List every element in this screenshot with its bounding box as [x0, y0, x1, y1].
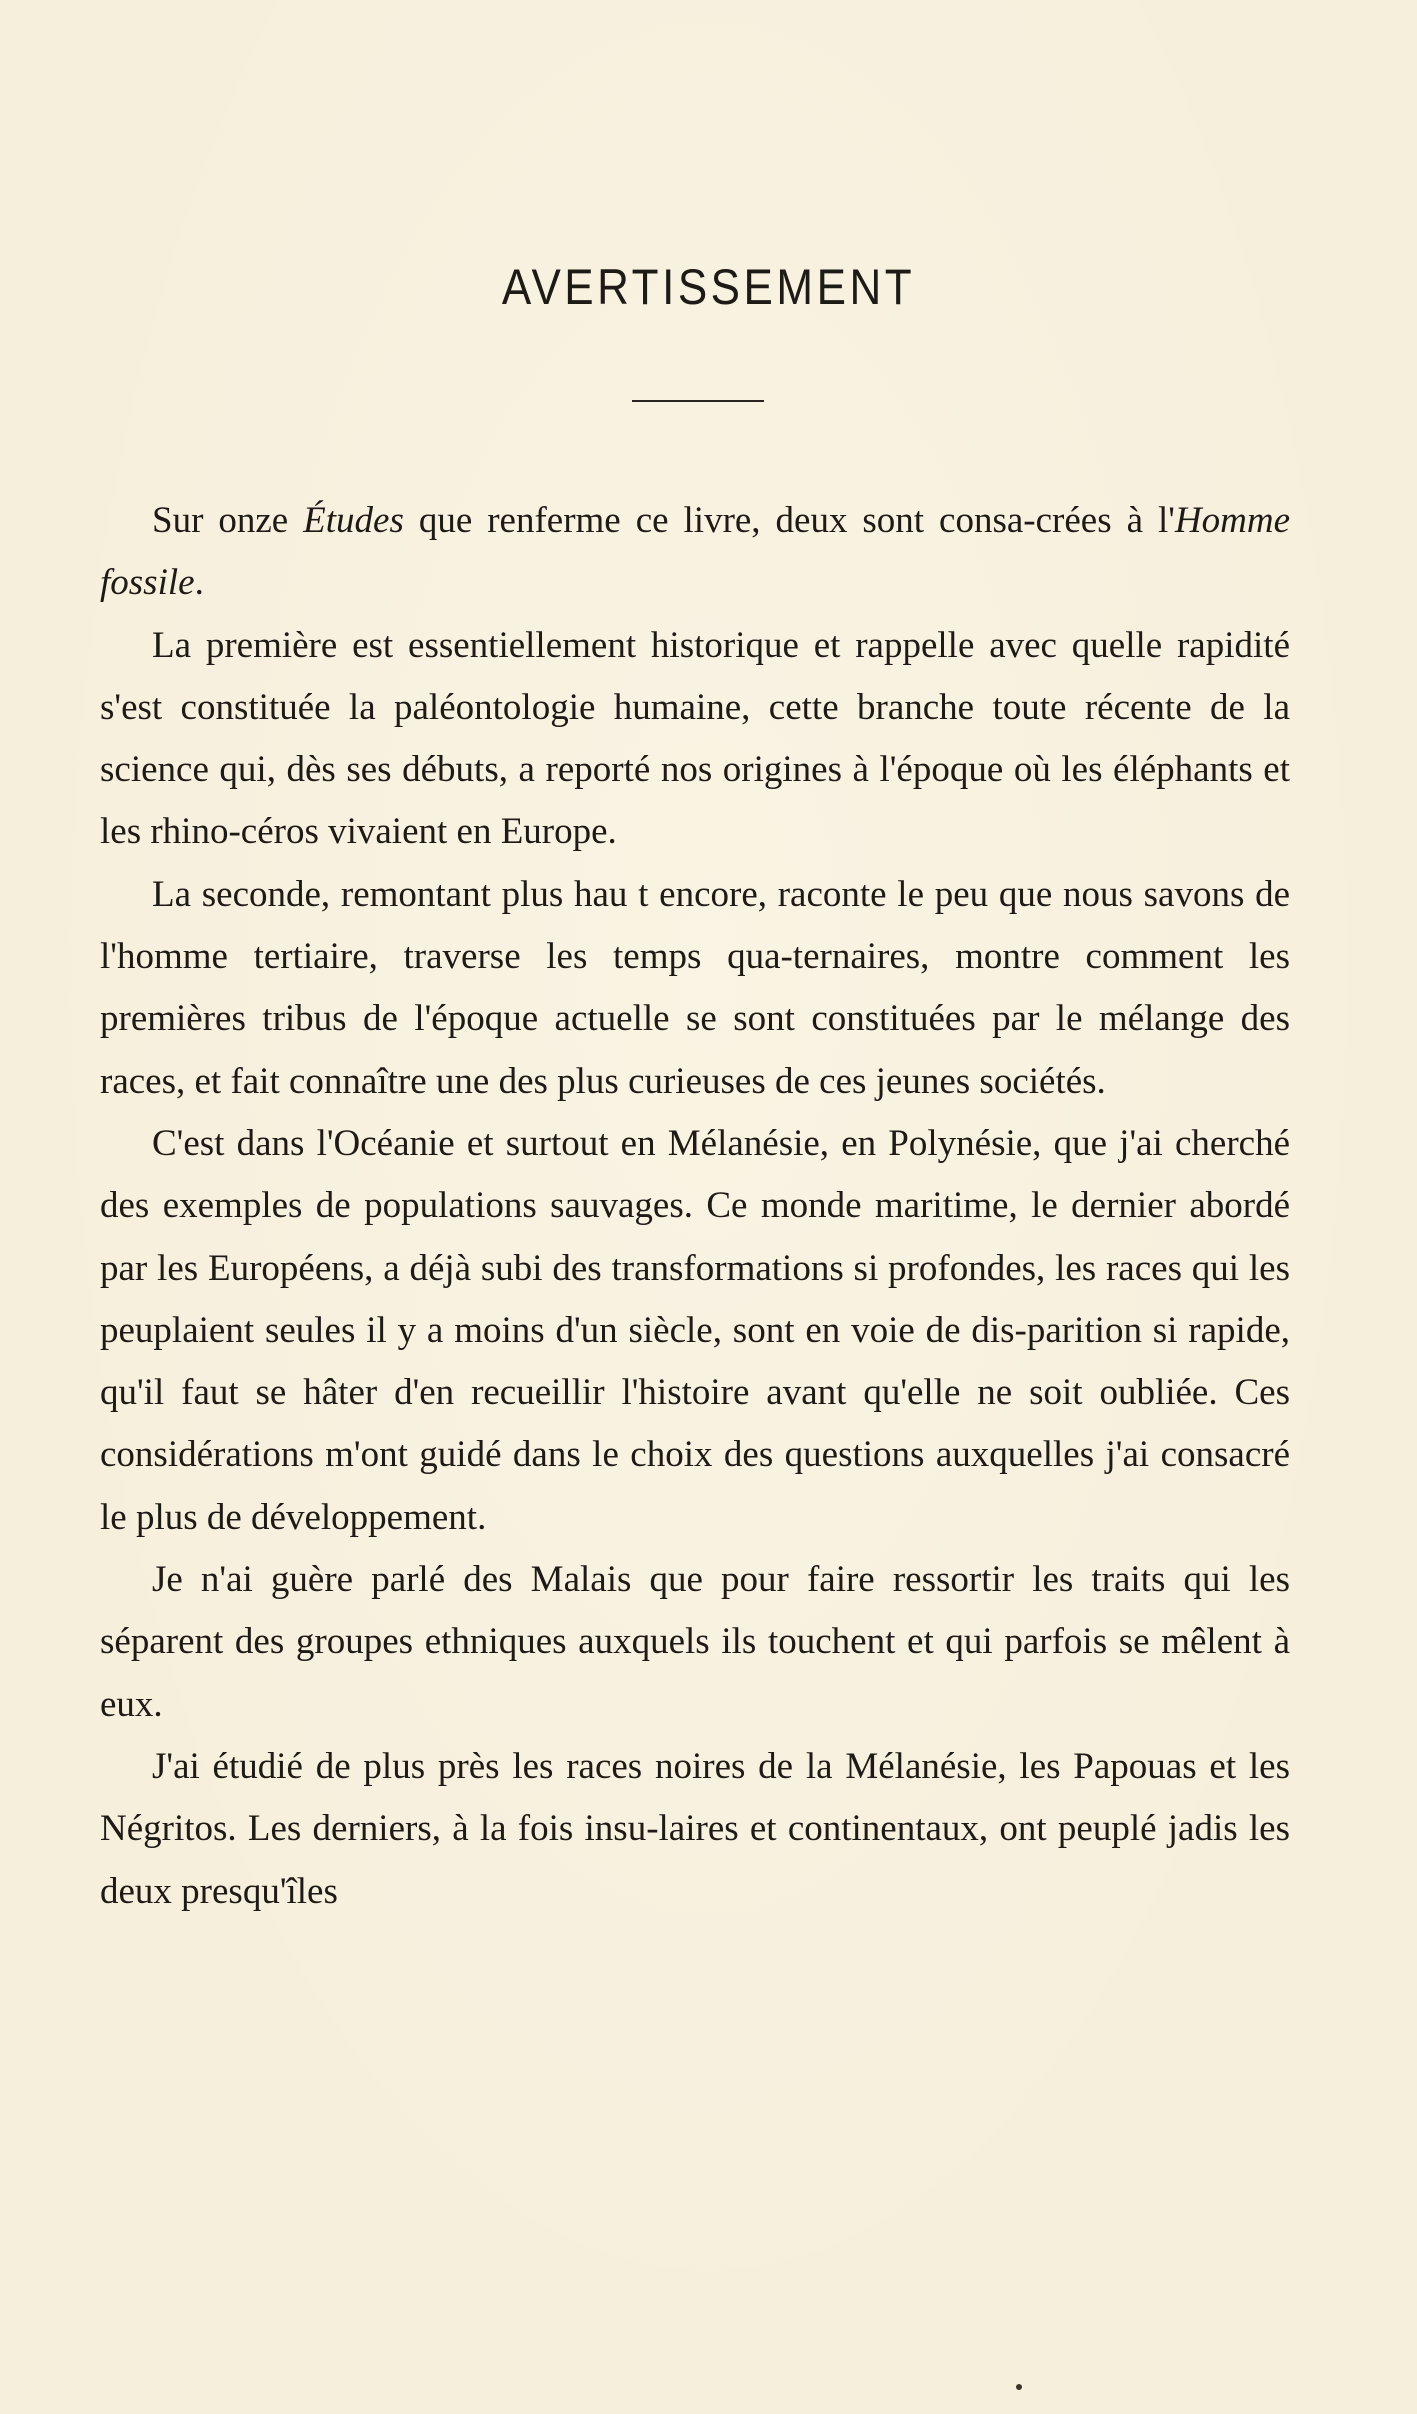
paragraph-1-emph-etudes: Études — [303, 500, 404, 541]
paragraph-1-emph-homme-fossile: Homme fossile — [100, 500, 1290, 604]
paragraph-6: J'ai étudié de plus près les races noires de la Mélanésie, les Papouas et les Négritos. Les derniers, à la fois insu-laires et continentaux, ont peuplé jadis les deux presqu'îles — [100, 1745, 1290, 1912]
body-text — [100, 490, 1290, 1923]
ink-speck — [1016, 2384, 1022, 2390]
paragraph-4: C'est dans l'Océanie et surtout en Mélanésie, en Polynésie, que j'ai cherché des exemples de populations sauvages. Ce monde maritime, le dernier abordé par les Européens, a déjà subi des transformations si profondes, les races qui les peuplaient seules il y a moins d'un siècle, sont en voie de dis-parition si rapide, qu'il faut se hâter d'en recueillir l'histoire avant qu'elle ne soit oubliée. Ces considérations m'ont guidé dans le choix des questions auxquelles j'ai consacré le plus de développement. — [100, 1122, 1290, 1538]
paragraph-1-mid: que renferme ce livre, deux sont consa-crées à l' — [403, 500, 1175, 541]
paragraph-3: La seconde, remontant plus hau t encore, raconte le peu que nous savons de l'homme tertiaire, traverse les temps qua-ternaires, montre comment les premières tribus de l'époque actuelle se sont constituées par le mélange des races, et fait connaître une des plus curieuses de ces jeunes sociétés. — [100, 873, 1290, 1102]
paragraph-1-pre: Sur onze — [152, 500, 304, 541]
page-title: AVERTISSEMENT — [501, 259, 916, 315]
paragraph-2: La première est essentiellement historique et rappelle avec quelle rapidité s'est constituée la paléontologie humaine, cette branche toute récente de la science qui, dès ses débuts, a reporté nos origines à l'époque où les éléphants et les rhino-céros vivaient en Europe. — [100, 624, 1290, 853]
paragraph-1-post: . — [194, 562, 204, 604]
title-divider — [632, 400, 764, 402]
paragraph-1 — [100, 490, 1290, 615]
paragraph-5: Je n'ai guère parlé des Malais que pour faire ressortir les traits qui les séparent des groupes ethniques auxquels ils touchent et qui parfois se mêlent à eux. — [100, 1559, 1290, 1725]
